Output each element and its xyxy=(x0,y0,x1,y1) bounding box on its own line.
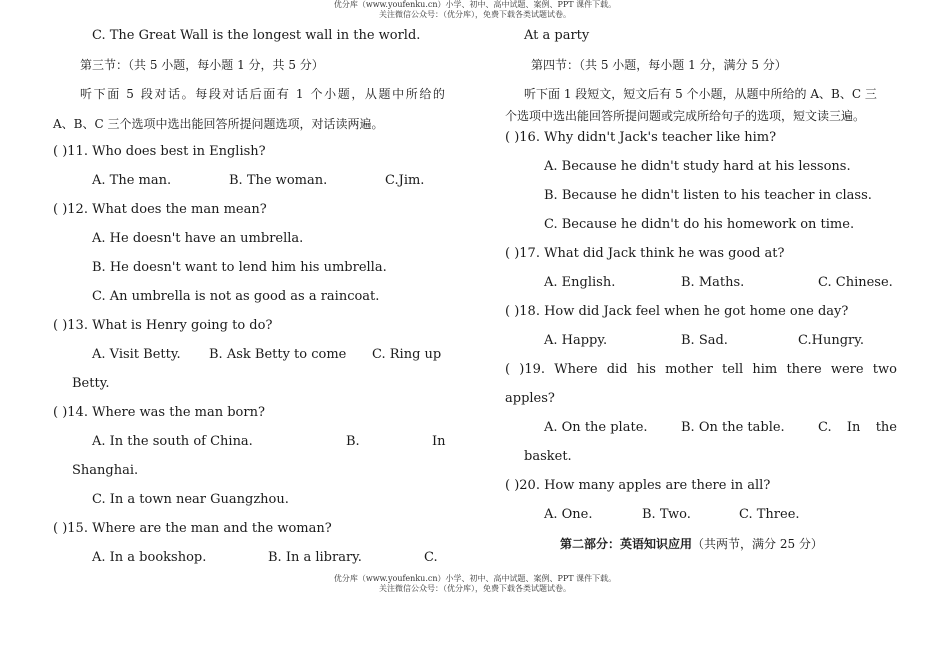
q19-word: were xyxy=(830,362,864,377)
q20-option-c: C. Three. xyxy=(739,507,800,522)
q14-option-b-label: B. xyxy=(346,434,360,449)
q13-option-c-continued: Betty. xyxy=(72,376,110,391)
footer-watermark xyxy=(0,574,950,594)
q19-option-c-word: the xyxy=(875,420,897,435)
q12-option-c: C. An umbrella is not as good as a raincoat. xyxy=(92,289,380,304)
header-watermark xyxy=(0,0,950,20)
q19-option-c-word: In xyxy=(846,420,861,435)
question-13: ( )13. What is Henry going to do? xyxy=(53,318,273,333)
q19-option-b: B. On the table. xyxy=(681,420,785,435)
prev-option-c: C. The Great Wall is the longest wall in the world. xyxy=(92,28,421,43)
q15-option-b: B. In a library. xyxy=(268,550,362,565)
q19-option-c-label: C. xyxy=(818,420,832,435)
q19-word: ( xyxy=(505,362,511,377)
q12-option-a: A. He doesn't have an umbrella. xyxy=(92,231,304,246)
q12-option-b: B. He doesn't want to lend him his umbrella. xyxy=(92,260,387,275)
q15-option-c: C. xyxy=(424,550,438,565)
q14-option-a: A. In the south of China. xyxy=(92,434,253,449)
question-17: ( )17. What did Jack think he was good at? xyxy=(505,246,785,261)
footer-line-1: 优分库（www.youfenku.cn）小学、初中、高中试题、案例、PPT 课件下载。 xyxy=(333,574,617,583)
q19-option-a: A. On the plate. xyxy=(544,420,648,435)
q14-option-b-continued: Shanghai. xyxy=(72,463,139,478)
q18-option-b: B. Sad. xyxy=(681,333,728,348)
q19-word: there xyxy=(786,362,822,377)
section4-instruction-2: 个选项中选出能回答所提问题或完成所给句子的选项，短文读三遍。 xyxy=(505,109,866,123)
q19-word: did xyxy=(606,362,628,377)
q19-option-c xyxy=(818,420,897,436)
footer-line-2: 关注微信公众号：（优分库），免费下载各类试题试卷。 xyxy=(379,584,571,593)
q14-option-b-word: In xyxy=(432,434,446,449)
header-line-2: 关注微信公众号：（优分库），免费下载各类试题试卷。 xyxy=(379,10,571,19)
q17-option-c: C. Chinese. xyxy=(818,275,893,290)
q13-option-c: C. Ring up xyxy=(372,347,442,362)
q11-option-b: B. The woman. xyxy=(229,173,328,188)
q19-word: tell xyxy=(721,362,744,377)
q16-option-a: A. Because he didn't study hard at his lessons. xyxy=(544,159,851,174)
q14-option-c: C. In a town near Guangzhou. xyxy=(92,492,289,507)
question-14: ( )14. Where was the man born? xyxy=(53,405,265,420)
q16-option-b: B. Because he didn't listen to his teacher in class. xyxy=(544,188,872,203)
question-20: ( )20. How many apples are there in all? xyxy=(505,478,771,493)
q18-option-a: A. Happy. xyxy=(544,333,608,348)
q19-option-c-continued: basket. xyxy=(524,449,572,464)
q19-word: Where xyxy=(554,362,598,377)
prev-option-continued: At a party xyxy=(524,28,590,43)
question-18: ( )18. How did Jack feel when he got home one day? xyxy=(505,304,849,319)
section4-instruction-1: 听下面 1 段短文，短文后有 5 个小题，从题中所给的 A、B、C 三 xyxy=(524,87,877,101)
section3-instruction-1: 听下面 5 段对话。每段对话后面有 1 个小题，从题中所给的 xyxy=(80,87,447,101)
part2-heading xyxy=(560,536,823,552)
q19-word: mother xyxy=(665,362,713,377)
q19-word: him xyxy=(752,362,778,377)
q20-option-a: A. One. xyxy=(544,507,593,522)
header-line-1: 优分库（www.youfenku.cn）小学、初中、高中试题、案例、PPT 课件下载。 xyxy=(333,0,617,9)
question-15: ( )15. Where are the man and the woman? xyxy=(53,521,332,536)
question-19 xyxy=(505,362,897,378)
q19-word: two xyxy=(872,362,897,377)
q18-option-c: C.Hungry. xyxy=(798,333,864,348)
q13-option-b: B. Ask Betty to come xyxy=(209,347,347,362)
question-19-continued: apples? xyxy=(505,391,555,406)
q19-word: his xyxy=(636,362,656,377)
q11-option-a: A. The man. xyxy=(92,173,172,188)
section3-instruction-2: A、B、C 三个选项中选出能回答所提问题选项，对话读两遍。 xyxy=(53,117,384,131)
section3-title: 第三节：（共 5 小题，每小题 1 分，共 5 分） xyxy=(80,58,324,72)
q20-option-b: B. Two. xyxy=(642,507,691,522)
part2-note: （共两节，满分 25 分） xyxy=(692,537,823,551)
question-12: ( )12. What does the man mean? xyxy=(53,202,267,217)
q13-option-a: A. Visit Betty. xyxy=(92,347,181,362)
q16-option-c: C. Because he didn't do his homework on time. xyxy=(544,217,855,232)
question-16: ( )16. Why didn't Jack's teacher like him? xyxy=(505,130,777,145)
section4-title: 第四节：（共 5 小题，每小题 1 分，满分 5 分） xyxy=(531,58,787,72)
q19-word: )19. xyxy=(519,362,546,377)
question-11: ( )11. Who does best in English? xyxy=(53,144,266,159)
part2-title: 第二部分：英语知识应用 xyxy=(560,537,693,551)
q17-option-a: A. English. xyxy=(544,275,616,290)
q11-option-c: C.Jim. xyxy=(385,173,425,188)
q15-option-a: A. In a bookshop. xyxy=(92,550,207,565)
q17-option-b: B. Maths. xyxy=(681,275,745,290)
